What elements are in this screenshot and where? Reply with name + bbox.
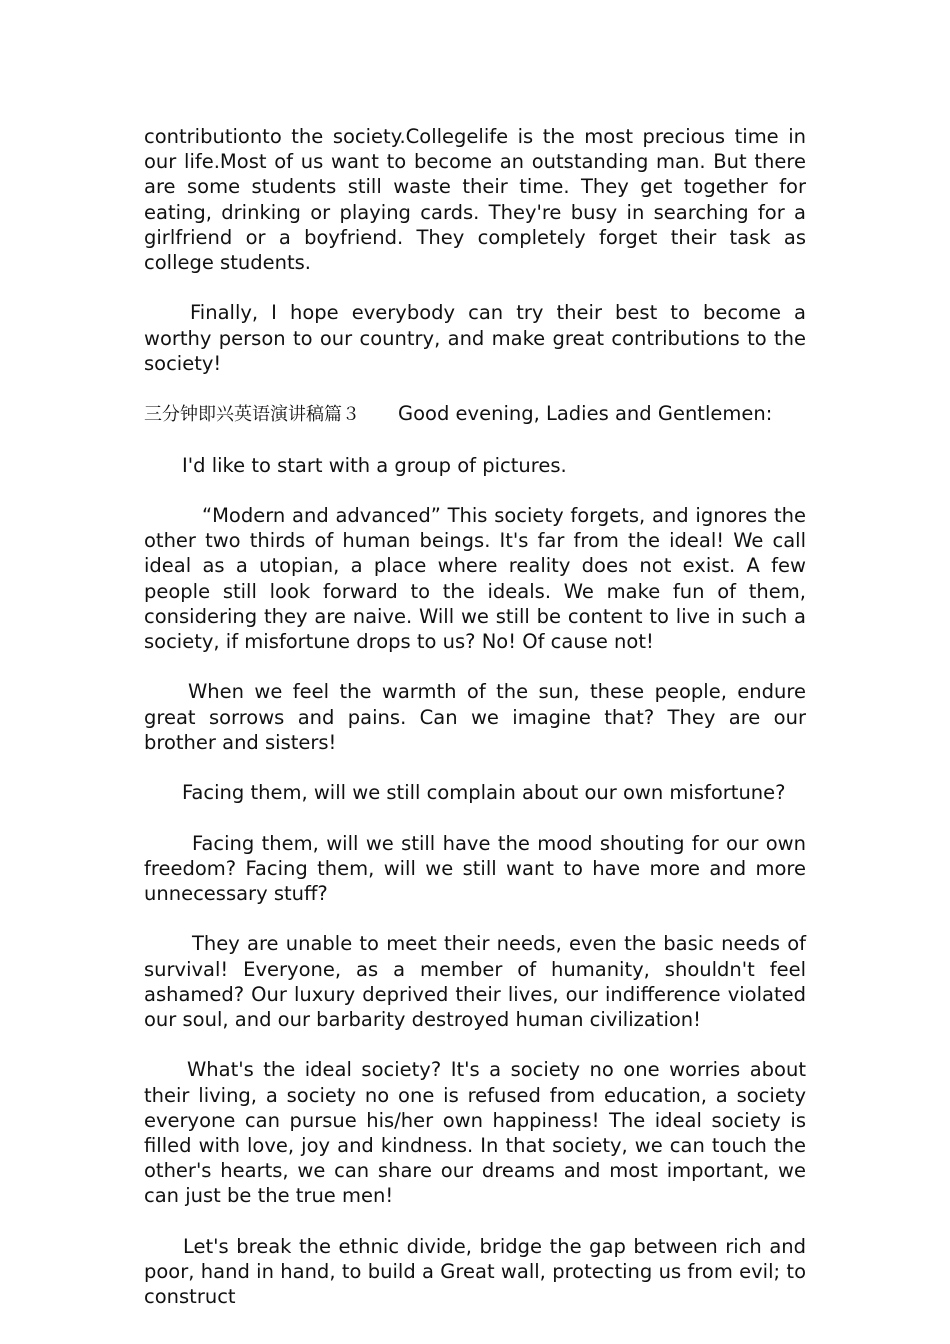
paragraph-warmth-of-sun: When we feel the warmth of the sun, these people, endure great sorrows and pains. Can we imagine that? They are our brother and sisters!	[144, 680, 806, 754]
paragraph-modern-advanced: “Modern and advanced” This society forgets, and ignores the other two thirds of human beings. It's far from the ideal! We call ideal as a utopian, a place where reality does not exist. A few people still look forward to the ideals. We make fun of them, considering they are naive. Will we still be content to live in such a society, if misfortune drops to us? No! Of cause not!	[144, 503, 806, 653]
speech-greeting: Good evening, Ladies and Gentlemen:	[398, 402, 773, 426]
paragraph-facing-freedom: Facing them, will we still have the mood shouting for our own freedom? Facing them, will we still want to have more and more unnecessary stuff?	[144, 831, 806, 905]
section-heading	[144, 401, 806, 427]
paragraph-pictures: I'd like to start with a group of pictures.	[182, 453, 567, 477]
paragraph-ideal-society: What's the ideal society? It's a society no one worries about their living, a society no one is refused from education, a society everyone can pursue his/her own happiness! The ideal society is filled with love, joy and kindness. In that society, we can touch the other's hearts, we can share our dreams and most important, we can just be the true men!	[144, 1058, 806, 1208]
paragraph-basic-needs: They are unable to meet their needs, even the basic needs of survival! Everyone, as a member of humanity, shouldn't feel ashamed? Our luxury deprived their lives, our indifference violated our soul, and our barbarity destroyed human civilization!	[144, 932, 806, 1031]
paragraph-break-divide: Let's break the ethnic divide, bridge the gap between rich and poor, hand in hand, to build a Great wall, protecting us from evil; to construct	[144, 1234, 806, 1309]
paragraph-finally: Finally, I hope everybody can try their best to become a worthy person to our country, and make great contributions to the society!	[144, 301, 806, 375]
paragraph-college-life: contributionto the society.Collegelife is the most precious time in our life.Most of us want to become an outstanding man. But there are some students still waste their time. They get together for eating, drinking or playing cards. They're busy in searching for a girlfriend or a boyfriend. They completely forget their task as college students.	[144, 125, 806, 275]
document-page	[144, 124, 806, 1309]
section-title: 三分钟即兴英语演讲稿篇３	[144, 404, 360, 426]
paragraph-facing-misfortune: Facing them, will we still complain about our own misfortune?	[182, 781, 786, 805]
